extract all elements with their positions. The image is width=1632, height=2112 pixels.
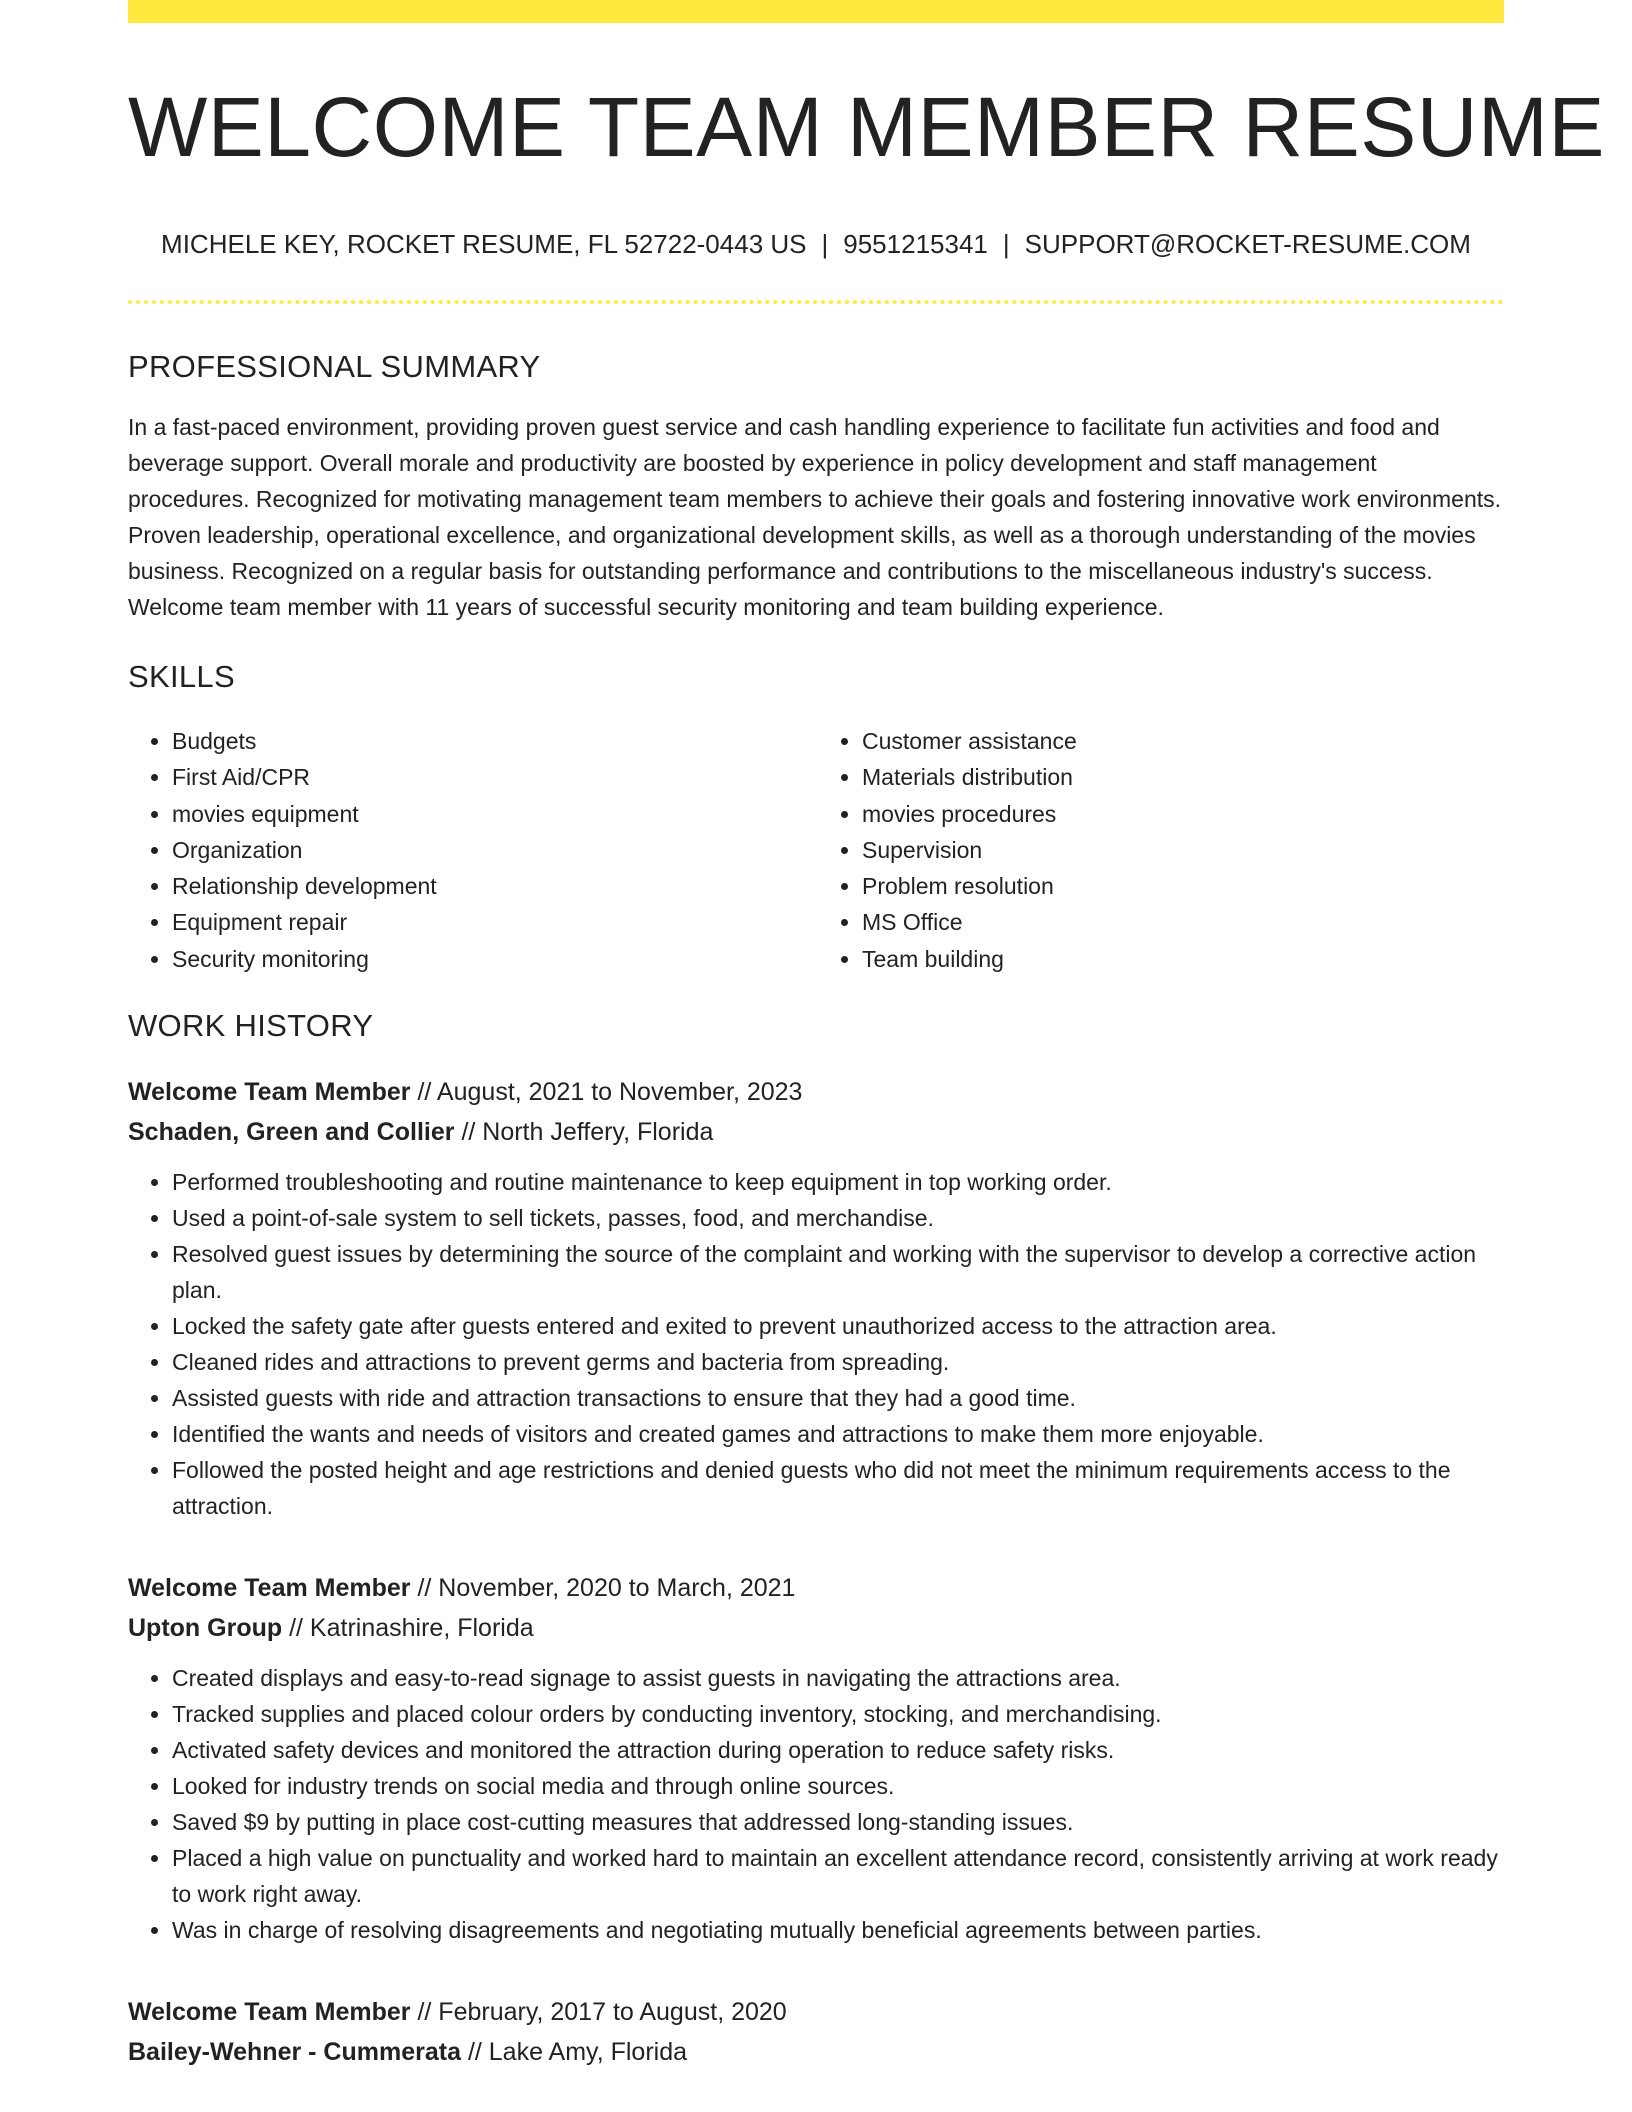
job-location: // North Jeffery, Florida	[461, 1118, 714, 1147]
contact-email: SUPPORT@ROCKET-RESUME.COM	[1024, 229, 1471, 260]
skill-item: • Relationship development	[172, 868, 816, 904]
summary-text: In a fast-paced environment, providing proven guest service and cash handling experience to facilitate fun activities and food and beverage support. Overall morale and productivity are boosted by experience in policy development and staff management procedures. Recognized for motivating management team members to achieve their goals and fostering innovative work environments. Proven leadership, operational excellence, and organizational development skills, as well as a thorough understanding of the movies business. Recognized on a regular basis for outstanding performance and contributions to the miscellaneous industry's success. Welcome team member with 11 years of successful security monitoring and team building experience.	[128, 413, 1502, 620]
contact-separator: |	[821, 229, 829, 260]
job-dates: // August, 2021 to November, 2023	[417, 1078, 803, 1107]
skill-item: • Security monitoring	[172, 941, 816, 977]
accent-top-bar	[128, 0, 1504, 23]
job-title-line	[128, 1568, 1504, 1608]
job-bullet: • Saved $9 by putting in place cost-cutting measures that addressed long-standing issues.	[172, 1804, 1504, 1840]
job-company: Upton Group	[128, 1614, 283, 1643]
skill-item: • Organization	[172, 832, 816, 868]
skill-item: • First Aid/CPR	[172, 759, 816, 795]
job-bullet: • Locked the safety gate after guests entered and exited to prevent unauthorized access to the attraction area.	[172, 1308, 1504, 1344]
job-dates: // February, 2017 to August, 2020	[417, 1998, 787, 2027]
skills-right-column	[816, 723, 1504, 977]
job-entry	[128, 1992, 1504, 2072]
resume-page	[128, 0, 1605, 2072]
job-bullet: • Looked for industry trends on social media and through online sources.	[172, 1768, 1504, 1804]
job-bullet: • Assisted guests with ride and attraction transactions to ensure that they had a good time.	[172, 1380, 1504, 1416]
job-bullet: • Cleaned rides and attractions to prevent germs and bacteria from spreading.	[172, 1344, 1504, 1380]
job-bullet: • Placed a high value on punctuality and worked hard to maintain an excellent attendance record, consistently arriving at work ready to work right away.	[172, 1840, 1504, 1912]
job-bullet-list	[128, 1660, 1504, 1948]
skill-item: • movies equipment	[172, 796, 816, 832]
job-bullet: • Activated safety devices and monitored the attraction during operation to reduce safety risks.	[172, 1732, 1504, 1768]
job-entry	[128, 1568, 1504, 1948]
skill-item: • movies procedures	[862, 796, 1504, 832]
job-bullet: • Performed troubleshooting and routine maintenance to keep equipment in top working order.	[172, 1164, 1504, 1200]
job-title-line	[128, 1992, 1504, 2032]
skill-item: • Equipment repair	[172, 904, 816, 940]
job-bullet: • Used a point-of-sale system to sell tickets, passes, food, and merchandise.	[172, 1200, 1504, 1236]
contact-phone: 9551215341	[843, 229, 988, 260]
resume-title: WELCOME TEAM MEMBER RESUME	[128, 80, 1605, 174]
summary-heading: PROFESSIONAL SUMMARY	[128, 348, 541, 384]
job-bullet: • Identified the wants and needs of visitors and created games and attractions to make them more enjoyable.	[172, 1416, 1504, 1452]
skill-item: • Team building	[862, 941, 1504, 977]
skill-item: • Budgets	[172, 723, 816, 759]
job-bullet: • Resolved guest issues by determining the source of the complaint and working with the supervisor to develop a corrective action plan.	[172, 1236, 1504, 1308]
job-bullet: • Was in charge of resolving disagreements and negotiating mutually beneficial agreements between parties.	[172, 1912, 1504, 1948]
skill-item: • MS Office	[862, 904, 1504, 940]
job-title-line	[128, 1072, 1504, 1112]
job-bullet: • Followed the posted height and age restrictions and denied guests who did not meet the minimum requirements access to the attraction.	[172, 1452, 1504, 1524]
dotted-divider	[128, 300, 1504, 304]
skill-item: • Customer assistance	[862, 723, 1504, 759]
job-company-line	[128, 1112, 1504, 1152]
work-history-heading: WORK HISTORY	[128, 1008, 374, 1044]
job-company: Bailey-Wehner - Cummerata	[128, 2038, 461, 2067]
job-location: // Katrinashire, Florida	[289, 1614, 534, 1643]
job-title: Welcome Team Member	[128, 1078, 411, 1107]
skills-left-column	[128, 723, 816, 977]
job-title: Welcome Team Member	[128, 1574, 411, 1603]
contact-address: MICHELE KEY, ROCKET RESUME, FL 52722-0443 US	[161, 229, 807, 260]
contact-line	[128, 229, 1504, 260]
job-bullet: • Created displays and easy-to-read signage to assist guests in navigating the attractions area.	[172, 1660, 1504, 1696]
job-location: // Lake Amy, Florida	[467, 2038, 688, 2067]
job-bullet: • Tracked supplies and placed colour orders by conducting inventory, stocking, and merchandising.	[172, 1696, 1504, 1732]
skill-item: • Supervision	[862, 832, 1504, 868]
job-entry	[128, 1072, 1504, 1524]
job-company-line	[128, 2032, 1504, 2072]
job-bullet-list	[128, 1164, 1504, 1524]
skill-item: • Problem resolution	[862, 868, 1504, 904]
job-dates: // November, 2020 to March, 2021	[417, 1574, 796, 1603]
job-company-line	[128, 1608, 1504, 1648]
job-title: Welcome Team Member	[128, 1998, 411, 2027]
skill-item: • Materials distribution	[862, 759, 1504, 795]
contact-separator: |	[1002, 229, 1010, 260]
skills-heading: SKILLS	[128, 658, 235, 694]
job-company: Schaden, Green and Collier	[128, 1118, 455, 1147]
skills-grid	[128, 723, 1504, 977]
